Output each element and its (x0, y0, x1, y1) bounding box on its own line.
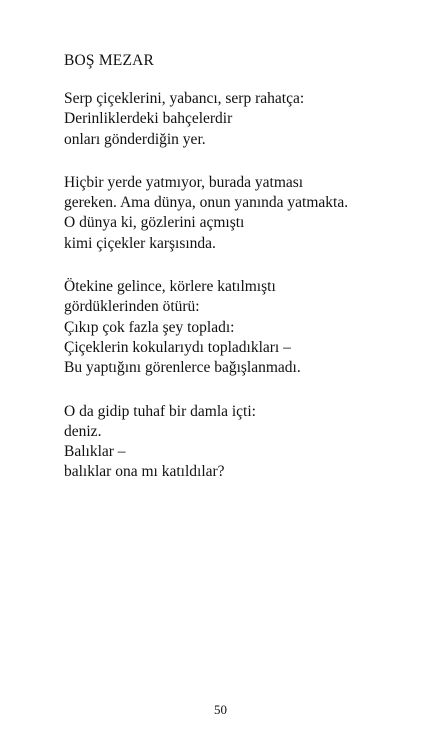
poem-line: Çıkıp çok fazla şey topladı: (64, 318, 235, 336)
stanza (64, 173, 424, 254)
poem-line: gereken. Ama dünya, onun yanında yatmakta. (64, 194, 349, 212)
poem-body (64, 89, 424, 506)
poem-line: kimi çiçekler karşısında. (64, 234, 216, 252)
poem-title: BOŞ MEZAR (64, 52, 155, 69)
poem-line: Hiçbir yerde yatmıyor, burada yatması (64, 173, 304, 191)
poem-line: O da gidip tuhaf bir damla içti: (64, 402, 256, 420)
poem-line: onları gönderdiğin yer. (64, 130, 206, 148)
poem-line: balıklar ona mı katıldılar? (64, 463, 225, 481)
poem-line: Derinliklerdeki bahçelerdir (64, 110, 233, 128)
poem-line: gördüklerinden ötürü: (64, 298, 200, 316)
poem-line: Ötekine gelince, körlere katılmıştı (64, 278, 276, 296)
poem-line: Balıklar – (64, 443, 126, 461)
stanza (64, 89, 424, 150)
poem-line: deniz. (64, 422, 102, 440)
poem-line: O dünya ki, gözlerini açmıştı (64, 214, 245, 232)
poem-line: Serp çiçeklerini, yabancı, serp rahatça: (64, 90, 305, 107)
page-number: 50 (214, 702, 227, 717)
stanza (64, 277, 424, 378)
poem-line: Çiçeklerin kokularıydı topladıkları – (64, 338, 291, 356)
poem-line: Bu yaptığını görenlerce bağışlanmadı. (64, 359, 301, 377)
stanza (64, 402, 424, 483)
